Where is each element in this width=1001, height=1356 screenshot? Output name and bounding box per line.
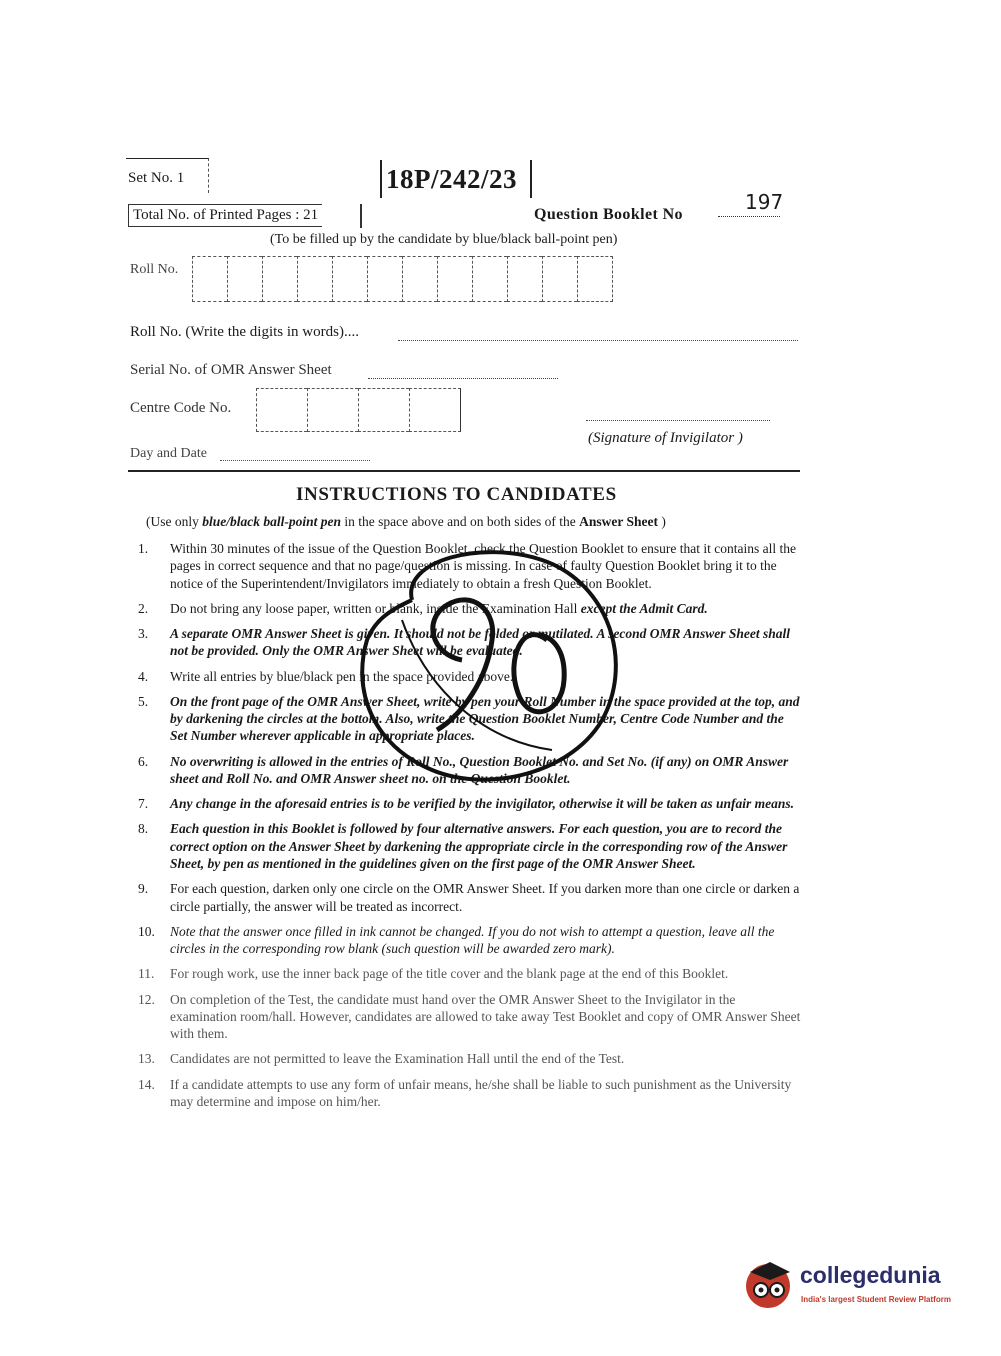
roll-no-label: Roll No. xyxy=(130,262,179,277)
instructions-note: (Use only blue/black ball-point pen in the space above and on both sides of the Answer Sheet ) xyxy=(146,514,666,529)
booklet-label: Question Booklet No xyxy=(534,206,683,223)
handwritten-stamp xyxy=(342,540,620,790)
instruction-item: 6. No overwriting is allowed in the entries of Roll No., Question Booklet No. and Set No. (if any) on OMR Answer sheet and Roll No. and OMR Answer sheet no. on the Question Booklet. xyxy=(138,753,789,786)
roll-digit-box[interactable] xyxy=(297,256,332,302)
day-date-label: Day and Date xyxy=(130,446,207,461)
instruction-item: 10. Note that the answer once filled in ink cannot be changed. If you do not wish to attempt a question, leave all the circles in the corresponding row blank (such question will be awarded zero mark). xyxy=(138,923,775,957)
printed-pages: Total No. of Printed Pages : 21 xyxy=(128,204,322,227)
centre-digit-box[interactable] xyxy=(307,388,358,432)
fill-note: (To be filled up by the candidate by blue/black ball-point pen) xyxy=(270,232,618,247)
instruction-item: 1. Within 30 minutes of the issue of the Question Booklet, check the Question Booklet to ensure that it contains all the pages in correct sequence and that no page/question is missing. In case of faulty Question Booklet bring it to the notice of the Superintendent/Invigilators immediately to obtain a fresh Question Booklet. xyxy=(138,541,796,591)
instruction-item: 5. On the front page of the OMR Answer Sheet, write by pen your Roll Number in the space provided at the top, and by darkening the circles at the bottom. Also, write the Question Booklet Number, Centre Code Number and the Set Number wherever applicable in appropriate places. xyxy=(138,693,800,744)
printed-pages-border xyxy=(360,204,362,228)
day-date-line[interactable] xyxy=(220,460,370,461)
centre-digit-box[interactable] xyxy=(358,388,409,432)
booklet-number: 197 xyxy=(745,190,784,214)
roll-digit-box[interactable] xyxy=(367,256,402,302)
serial-line[interactable] xyxy=(368,378,558,379)
roll-digit-box[interactable] xyxy=(402,256,437,302)
roll-digit-box[interactable] xyxy=(437,256,472,302)
roll-digit-box[interactable] xyxy=(227,256,262,302)
centre-digit-box[interactable] xyxy=(256,388,307,432)
instruction-item: 3. A separate OMR Answer Sheet is given. It should not be folded or mutilated. A second OMR Answer Sheet shall not be provided. Only the OMR Answer Sheet will be evaluated. xyxy=(138,626,790,659)
brand-name: collegedunia xyxy=(800,1262,941,1288)
instruction-item: 2. Do not bring any loose paper, written or blank, inside the Examination Hall except the Admit Card. xyxy=(138,600,708,616)
instruction-item: 11. For rough work, use the inner back page of the title cover and the blank page at the end of this Booklet. xyxy=(138,966,729,982)
centre-code-boxes[interactable] xyxy=(256,388,461,432)
instruction-item: 14. If a candidate attempts to use any form of unfair means, he/she shall be liable to such punishment as the University may determine and impose on him/her. xyxy=(138,1076,792,1109)
booklet-dotted-line xyxy=(718,216,780,217)
centre-digit-box[interactable] xyxy=(409,388,461,432)
roll-words-line[interactable] xyxy=(398,340,798,341)
instruction-item: 8. Each question in this Booklet is followed by four alternative answers. For each question, you are to record the correct option on the Answer Sheet by darkening the appropriate circle in the corresponding row of the Answer Sheet, by pen as mentioned in the guidelines given on the first page of the OMR Answer Sheet. xyxy=(138,821,788,871)
set-number: Set No. 1 xyxy=(128,170,185,186)
serial-label: Serial No. of OMR Answer Sheet xyxy=(130,362,332,378)
roll-digit-box[interactable] xyxy=(542,256,577,302)
instruction-item: 13. Candidates are not permitted to leave the Examination Hall until the end of the Test. xyxy=(138,1051,625,1067)
roll-no-boxes[interactable] xyxy=(192,256,613,302)
roll-digit-box[interactable] xyxy=(507,256,542,302)
divider xyxy=(128,470,800,472)
brand-tagline: India's largest Student Review Platform xyxy=(801,1295,951,1304)
instructions-heading: INSTRUCTIONS TO CANDIDATES xyxy=(296,484,617,505)
collegedunia-logo-icon xyxy=(742,1258,798,1310)
instruction-item: 4. Write all entries by blue/black pen in the space provided above. xyxy=(138,668,514,684)
roll-words-label: Roll No. (Write the digits in words).... xyxy=(130,324,359,340)
centre-code-label: Centre Code No. xyxy=(130,400,232,416)
signature-line[interactable] xyxy=(586,420,770,421)
roll-digit-box[interactable] xyxy=(472,256,507,302)
signature-label: (Signature of Invigilator ) xyxy=(588,430,743,446)
instruction-item: 9. For each question, darken only one circle on the OMR Answer Sheet. If you darken more than one circle or darken a circle partially, the answer will be treated as incorrect. xyxy=(138,881,800,914)
roll-digit-box[interactable] xyxy=(577,256,613,302)
paper-code: 18P/242/23 xyxy=(386,164,517,194)
roll-digit-box[interactable] xyxy=(192,256,227,302)
roll-digit-box[interactable] xyxy=(262,256,297,302)
instruction-item: 7. Any change in the aforesaid entries is to be verified by the invigilator, otherwise it will be taken as unfair means. xyxy=(138,796,795,812)
instruction-item: 12. On completion of the Test, the candidate must hand over the OMR Answer Sheet to the Invigilator in the examination room/hall. However, candidates are allowed to take away Test Booklet and copy of OMR Answer Sheet with them. xyxy=(138,991,801,1042)
roll-digit-box[interactable] xyxy=(332,256,367,302)
